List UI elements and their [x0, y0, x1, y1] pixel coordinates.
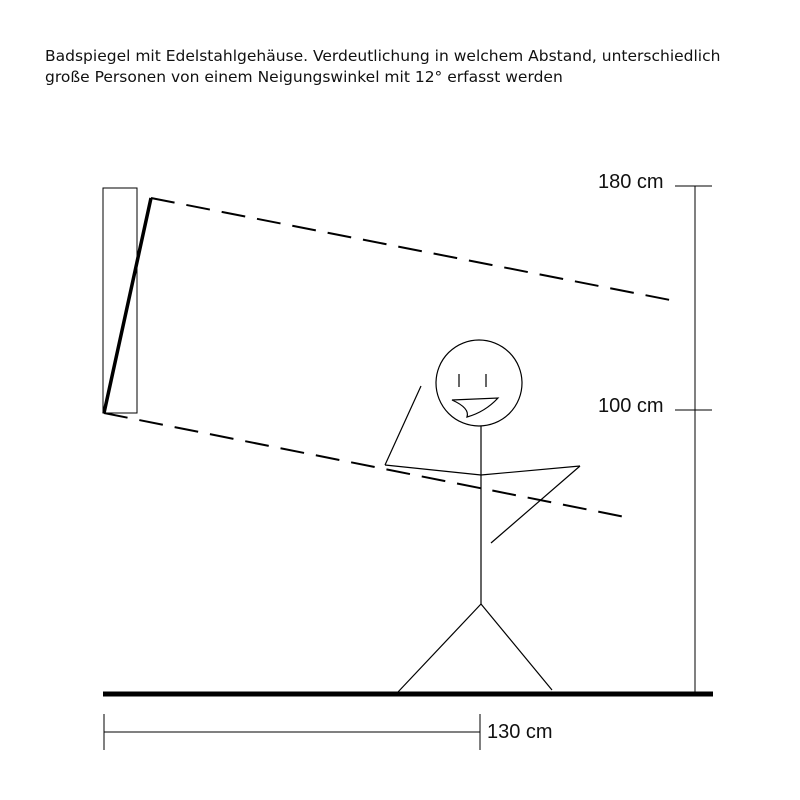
figure-arm-left-forearm	[385, 386, 421, 465]
figure-leg-right	[481, 604, 552, 690]
mirror-housing	[103, 188, 137, 413]
figure-arm-left-upper	[385, 465, 481, 475]
figure-mouth	[452, 398, 498, 417]
height-label-180: 180 cm	[598, 171, 664, 193]
tilted-mirror	[104, 198, 151, 413]
sight-line-upper	[151, 198, 670, 300]
height-label-100: 100 cm	[598, 395, 664, 417]
distance-label: 130 cm	[487, 721, 553, 743]
figure-leg-left	[398, 604, 481, 692]
caption-line-1: Badspiegel mit Edelstahlgehäuse. Verdeutlichung in welchem Abstand, unterschiedlich	[45, 47, 721, 65]
caption-line-2: große Personen von einem Neigungswinkel mit 12° erfasst werden	[45, 68, 563, 86]
figure-arm-right-upper	[481, 466, 580, 475]
figure-head	[436, 340, 522, 426]
stick-figure	[385, 340, 580, 692]
sight-line-lower	[104, 413, 625, 517]
